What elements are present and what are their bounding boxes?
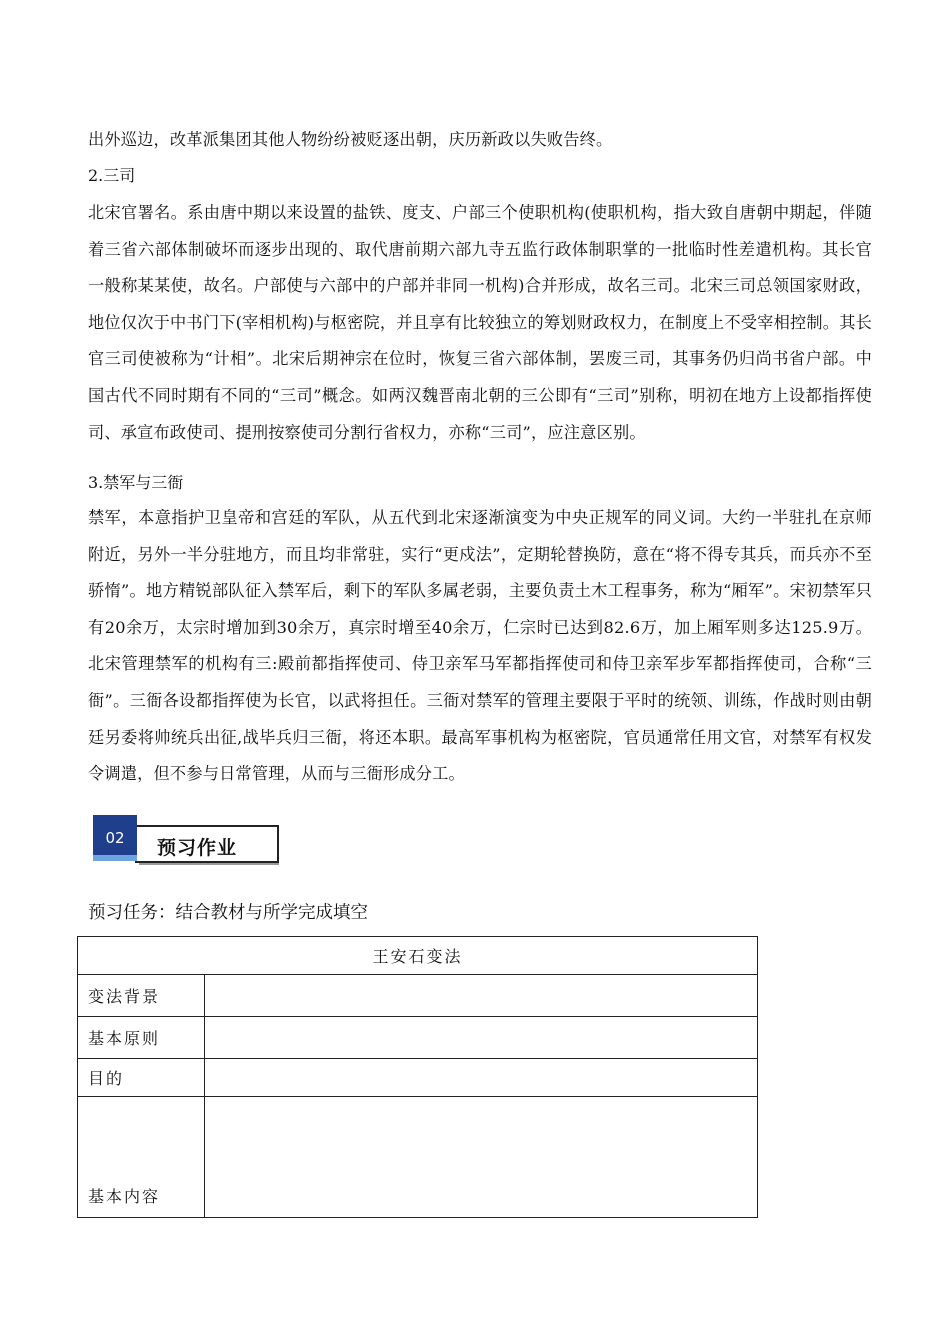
answer-cell-principle[interactable] bbox=[205, 1017, 758, 1059]
answer-cell-content[interactable] bbox=[205, 1097, 758, 1218]
row-label-background: 变法背景 bbox=[78, 975, 205, 1017]
fill-in-table bbox=[77, 936, 758, 1218]
row-label-content: 基本内容 bbox=[78, 1097, 205, 1218]
heading-jinjun: 3.禁军与三衙 bbox=[88, 473, 184, 492]
table-row bbox=[78, 975, 758, 1017]
table-title: 王安石变法 bbox=[78, 937, 758, 975]
heading-sansi: 2.三司 bbox=[88, 166, 136, 185]
badge-number: 02 bbox=[93, 815, 137, 861]
paragraph-jinjun: 禁军，本意指护卫皇帝和宫廷的军队，从五代到北宋逐渐演变为中央正规军的同义词。大约一半驻扎在京师附近，另外一半分驻地方，而且均非常驻，实行“更戍法”，定期轮替换防，意在“将不得专其兵，而兵亦不至骄惰”。地方精锐部队征入禁军后，剩下的军队多属老弱，主要负责土木工程事务，称为“厢军”。宋初禁军只有20余万，太宗时增加到30余万，真宗时增至40余万，仁宗时已达到82.6万，加上厢军则多达125.9万。北宋管理禁军的机构有三:殿前都指挥使司、侍卫亲军马军都指挥使司和侍卫亲军步军都指挥使司，合称“三衙”。三衙各设都指挥使为长官，以武将担任。三衙对禁军的管理主要限于平时的统领、训练，作战时则由朝廷另委将帅统兵出征,战毕兵归三衙，将还本职。最高军事机构为枢密院，官员通常任用文官，对禁军有权发令调遣，但不参与日常管理，从而与三衙形成分工。 bbox=[88, 508, 872, 784]
table-row bbox=[78, 1017, 758, 1059]
row-label-purpose: 目的 bbox=[78, 1059, 205, 1097]
table-row bbox=[78, 1097, 758, 1218]
section-badge bbox=[93, 815, 281, 865]
answer-cell-purpose[interactable] bbox=[205, 1059, 758, 1097]
badge-accent-bar bbox=[93, 855, 137, 861]
task-instruction: 预习任务：结合教材与所学完成填空 bbox=[88, 903, 368, 923]
paragraph-intro-tail: 出外巡边，改革派集团其他人物纷纷被贬逐出朝，庆历新政以失败告终。 bbox=[88, 130, 613, 149]
badge-label: 预习作业 bbox=[157, 837, 238, 859]
table-row bbox=[78, 1059, 758, 1097]
row-label-principle: 基本原则 bbox=[78, 1017, 205, 1059]
answer-cell-background[interactable] bbox=[205, 975, 758, 1017]
paragraph-sansi: 北宋官署名。系由唐中期以来设置的盐铁、度支、户部三个使职机构(使职机构，指大致自唐朝中期起，伴随着三省六部体制破坏而逐步出现的、取代唐前期六部九寺五监行政体制职掌的一批临时性差遣机构。其长官一般称某某使，故名。户部使与六部中的户部并非同一机构)合并形成，故名三司。北宋三司总领国家财政，地位仅次于中书门下(宰相机构)与枢密院，并且享有比较独立的筹划财政权力，在制度上不受宰相控制。其长官三司使被称为“计相”。北宋后期神宗在位时，恢复三省六部体制，罢废三司，其事务仍归尚书省户部。中国古代不同时期有不同的“三司”概念。如两汉魏晋南北朝的三公即有“三司”别称，明初在地方上设都指挥使司、承宣布政使司、提刑按察使司分割行省权力，亦称“三司”，应注意区别。 bbox=[88, 203, 872, 442]
